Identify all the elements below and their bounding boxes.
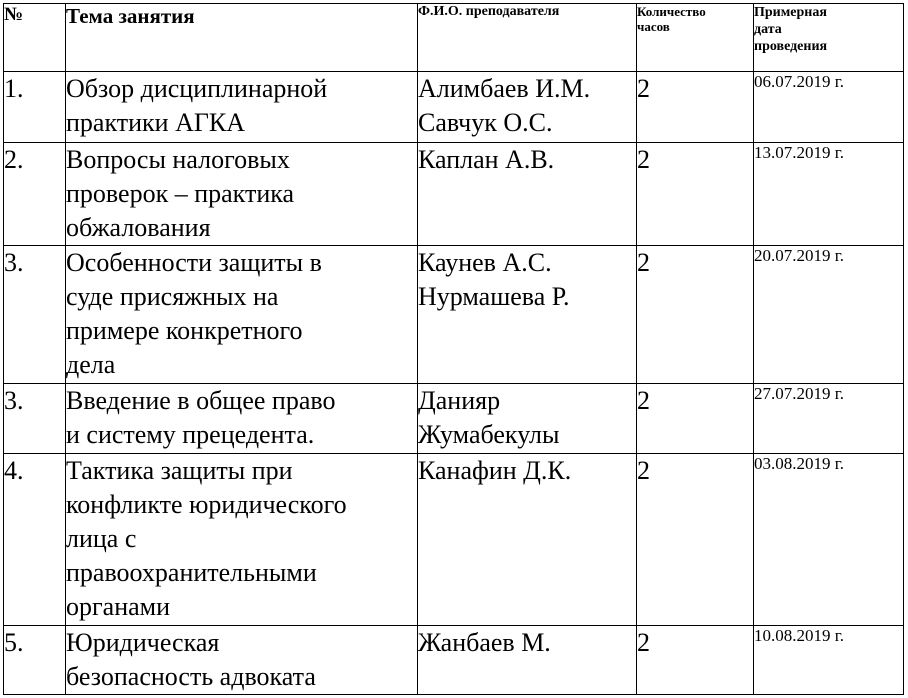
teacher-line: Нурмашева Р. xyxy=(418,282,570,311)
topic-line: Вопросы налоговых xyxy=(66,145,290,174)
topic-line: органами xyxy=(66,592,171,621)
header-date-line: Примерная xyxy=(754,5,827,20)
header-date-line: дата xyxy=(754,22,782,37)
topic-line: обжалования xyxy=(66,213,211,242)
row-date: 27.07.2019 г. xyxy=(754,384,904,454)
row-topic xyxy=(66,384,418,454)
teacher-line: Жумабекулы xyxy=(418,420,560,449)
teacher-line: Канафин Д.К. xyxy=(418,456,572,485)
row-hours: 2 xyxy=(637,246,754,384)
header-hours xyxy=(637,4,754,72)
topic-line: дела xyxy=(66,350,116,379)
header-date xyxy=(754,4,904,72)
teacher-line: Савчук О.С. xyxy=(418,108,553,137)
header-hours-line: часов xyxy=(637,19,670,34)
row-hours: 2 xyxy=(637,143,754,246)
topic-line: проверок – практика xyxy=(66,179,295,208)
topic-line: и систему прецедента. xyxy=(66,420,315,449)
table-row xyxy=(4,246,904,384)
row-date: 10.08.2019 г. xyxy=(754,626,904,695)
row-teacher xyxy=(418,384,637,454)
teacher-line: Каплан А.В. xyxy=(418,145,555,174)
row-topic xyxy=(66,246,418,384)
header-row xyxy=(4,4,904,72)
row-hours: 2 xyxy=(637,454,754,626)
header-number: № xyxy=(4,4,66,72)
topic-line: правоохранительными xyxy=(66,558,317,587)
row-topic xyxy=(66,72,418,143)
row-hours: 2 xyxy=(637,626,754,695)
topic-line: лица с xyxy=(66,524,137,553)
row-teacher xyxy=(418,72,637,143)
topic-line: конфликте юридического xyxy=(66,490,347,519)
row-teacher xyxy=(418,454,637,626)
topic-line: Обзор дисциплинарной xyxy=(66,74,328,103)
row-number: 1. xyxy=(4,72,66,143)
row-teacher xyxy=(418,143,637,246)
row-hours: 2 xyxy=(637,72,754,143)
row-date: 13.07.2019 г. xyxy=(754,143,904,246)
row-topic xyxy=(66,143,418,246)
header-hours-line: Количество xyxy=(637,4,706,19)
table-row xyxy=(4,454,904,626)
teacher-line: Жанбаев М. xyxy=(418,628,551,657)
header-date-line: проведения xyxy=(754,39,828,54)
table-row xyxy=(4,72,904,143)
row-number: 3. xyxy=(4,246,66,384)
table-row xyxy=(4,626,904,695)
teacher-line: Каунев А.С. xyxy=(418,248,552,277)
schedule-table xyxy=(3,3,904,695)
row-topic xyxy=(66,626,418,695)
row-teacher xyxy=(418,626,637,695)
topic-line: практики АГКА xyxy=(66,108,245,137)
row-number: 5. xyxy=(4,626,66,695)
topic-line: Тактика защиты при xyxy=(66,456,293,485)
row-teacher xyxy=(418,246,637,384)
topic-line: суде присяжных на xyxy=(66,282,279,311)
header-teacher: Ф.И.О. преподавателя xyxy=(418,4,637,72)
row-number: 4. xyxy=(4,454,66,626)
row-date: 20.07.2019 г. xyxy=(754,246,904,384)
table-row xyxy=(4,143,904,246)
row-date: 03.08.2019 г. xyxy=(754,454,904,626)
row-topic xyxy=(66,454,418,626)
row-number: 3. xyxy=(4,384,66,454)
table-row xyxy=(4,384,904,454)
row-date: 06.07.2019 г. xyxy=(754,72,904,143)
header-topic: Тема занятия xyxy=(66,4,418,72)
topic-line: примере конкретного xyxy=(66,316,303,345)
topic-line: Юридическая xyxy=(66,628,220,657)
teacher-line: Алимбаев И.М. xyxy=(418,74,591,103)
row-hours: 2 xyxy=(637,384,754,454)
topic-line: Введение в общее право xyxy=(66,386,336,415)
row-number: 2. xyxy=(4,143,66,246)
topic-line: безопасность адвоката xyxy=(66,662,316,691)
topic-line: Особенности защиты в xyxy=(66,248,322,277)
teacher-line: Данияр xyxy=(418,386,501,415)
